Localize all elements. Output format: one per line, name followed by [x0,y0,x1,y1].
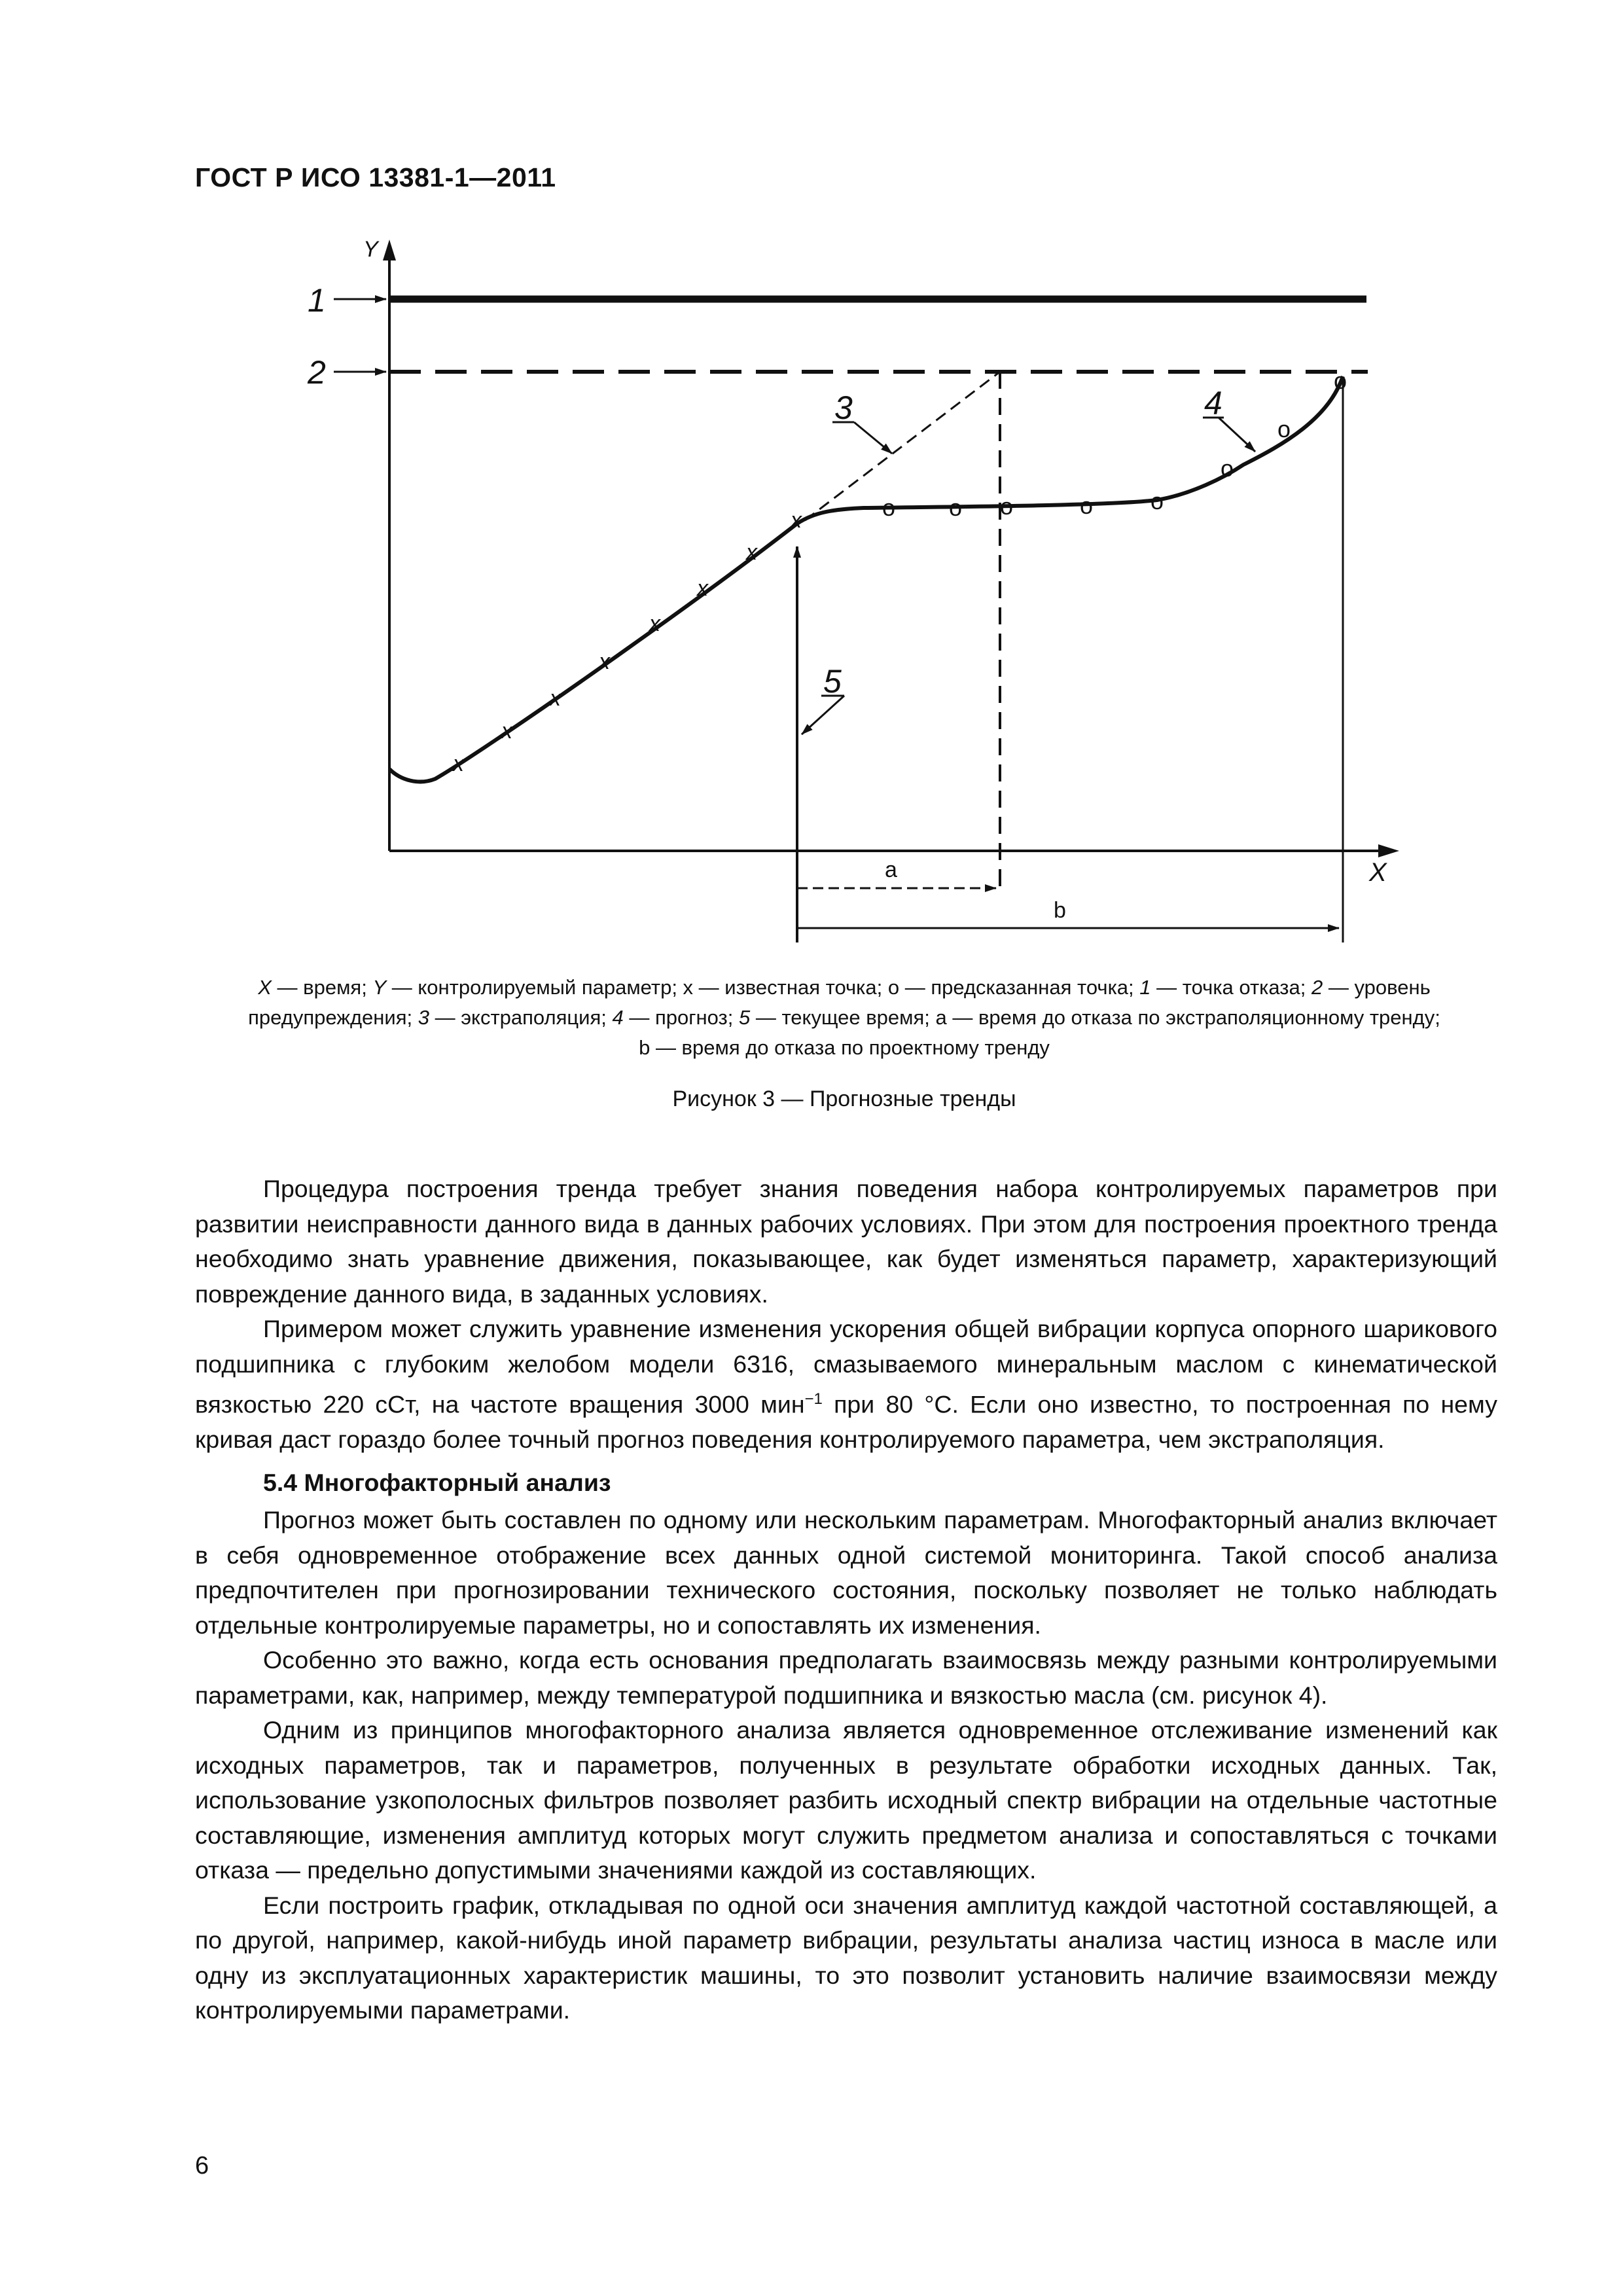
y-axis-label: Y [363,237,378,262]
x-axis-label: X [1369,858,1387,887]
known-point: x [649,611,660,636]
label-2: 2 [308,354,326,391]
x-axis-arrow [1378,844,1399,857]
predicted-point: o [1080,492,1094,519]
y-axis-arrow [383,240,396,260]
label-5-leader [802,696,844,734]
known-point: x [599,649,610,674]
label-3: 3 [834,389,853,426]
dimension-a-label: a [885,857,897,882]
predicted-point: o [1277,416,1291,442]
predicted-point: o [1334,367,1347,394]
label-3-leader [854,422,892,454]
trend-curve [389,376,1343,781]
label-5: 5 [823,663,842,700]
predicted-point: o [949,494,963,521]
predicted-point: o [882,494,896,521]
document-header: ГОСТ Р ИСО 13381-1—2011 [195,162,556,192]
legend-y-term: Y [372,976,387,999]
paragraph: Особенно это важно, когда есть основания предполагать взаимосвязь между разными контролируемыми параметрами, как, например, между температурой подшипника и вязкостью масла (см. рисунок 4). [195,1646,1497,1709]
figure-caption: Рисунок 3 — Прогнозные тренды [672,1086,1016,1111]
label-4: 4 [1204,385,1222,422]
known-point: x [550,686,561,711]
label-4-leader [1219,418,1255,452]
known-point: x [746,540,757,565]
known-point: x [697,576,708,601]
trend-figure [0,0,1623,969]
dimension-b-label: b [1054,898,1066,923]
page-number: 6 [195,2152,209,2179]
predicted-point: o [1000,493,1014,520]
paragraph: Прогноз может быть составлен по одному или нескольким параметрам. Многофакторный анализ включает в себя одновременное отображение всех данных одной системой мониторинга. Такой способ анализа предпочтителен при прогнозировании технического состояния, поскольку позволяет не только наблюдать отдельные контролируемые параметры, но и сопоставлять их изменения. [195,1506,1497,1639]
known-point: x [791,508,802,533]
paragraph: Процедура построения тренда требует знания поведения набора контролируемых параметров при развитии неисправности данного вида в данных рабочих условиях. При этом для построения проектного тренда необходимо знать уравнение движения, показывающее, как будет изменяться параметр, характеризующий повреждение данного вида, в заданных условиях. [195,1175,1497,1308]
predicted-point: o [1150,488,1164,514]
section-heading: 5.4 Многофакторный анализ [263,1468,611,1496]
body-text [195,1172,1497,2028]
paragraph: Одним из принципов многофакторного анализа является одновременное отслеживание изменений как исходных параметров, так и параметров, полученных в результате обработки исходных данных. Так, использование узкополосных фильтров позволяет разбить исходный спектр вибрации на отдельные частотные составляющие, изменения амплитуд которых могут служить предметом анализа и сопоставляться с точками отказа — предельно допустимыми значениями каждой из составляющих. [195,1716,1497,1884]
figure-legend: X — время; Y — контролируемый параметр; x — известная точка; о — предсказанная точка; 1 — точка отказа; 2 — уровень предупреждения; 3 — экстраполяция; 4 — прогноз; 5 — текущее время; а — время до отказа по экстраполяционному тренду; b — время до отказа по проектному тренду [248,976,1440,1059]
legend-x-term: X [258,976,272,999]
paragraph: Примером может служить уравнение изменения ускорения общей вибрации корпуса опорного шарикового подшипника с глубоким желобом модели 6316, смазываемого минеральным маслом с кинематической вязкостью 220 сСт, на частоте вращения 3000 мин$^{-1}$ при 80 °С. Если оно известно, то построенная по нему кривая даст гораздо более точный прогноз поведения контролируемого параметра, чем экстраполяция. [195,1315,1497,1453]
paragraph: Если построить график, откладывая по одной оси значения амплитуд каждой частотной составляющей, а по другой, например, какой-нибудь иной параметр вибрации, результаты анализа частиц износа в масле или одну из эксплуатационных характеристик машины, то это позволит установить наличие взаимосвязи между контролируемыми параметрами. [195,1891,1497,2024]
label-1: 1 [308,282,326,319]
known-point: x [453,751,464,776]
known-point: x [501,719,512,744]
predicted-point: o [1221,455,1234,482]
